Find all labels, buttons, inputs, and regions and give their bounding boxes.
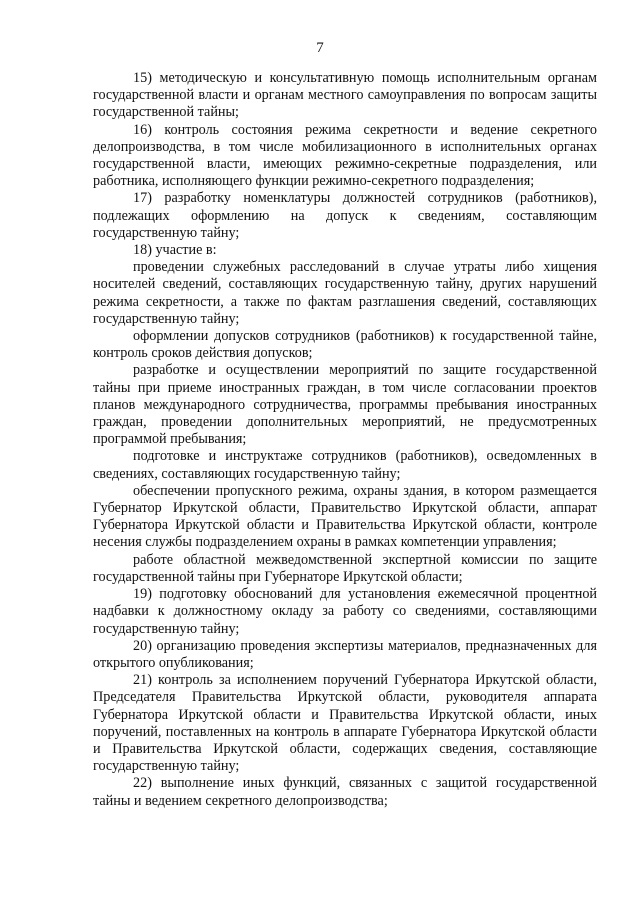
paragraph-21: 21) контроль за исполнением поручений Губернатора Иркутской области, Председателя Правительства Иркутской области, руководителя аппарата Губернатора Иркутской области и Правительства Иркутской области, иных поручений, поставленных на контроль в аппарате Губернатора Иркутской области и Правительства Иркутской области, содержащих сведения, составляющие государственную тайну;: [93, 672, 597, 775]
paragraph-18-expert-commission: работе областной межведомственной экспертной комиссии по защите государственной тайны при Губернаторе Иркутской области;: [93, 551, 597, 585]
paragraph-16: 16) контроль состояния режима секретности и ведение секретного делопроизводства, в том числе мобилизационного в исполнительных органах государственной власти, имеющих режимно-секретные подразделения, или работника, исполняющего функции режимно-секретного подразделения;: [93, 121, 597, 190]
paragraph-18-heading: 18) участие в:: [133, 242, 217, 259]
paragraph-15: 15) методическую и консультативную помощь исполнительным органам государственной власти и органам местного самоуправления по вопросам защиты государственной тайны;: [93, 70, 597, 121]
paragraph-19: 19) подготовку обоснований для установления ежемесячной процентной надбавки к должностному окладу за работу со сведениями, составляющими государственную тайну;: [93, 586, 597, 637]
paragraph-18-investigations: проведении служебных расследований в случае утраты либо хищения носителей сведений, составляющих государственную тайну, других нарушений режима секретности, а также по фактам разглашения сведений, составляющих государственную тайну;: [93, 259, 597, 327]
paragraph-20: 20) организацию проведения экспертизы материалов, предназначенных для открытого опубликования;: [93, 637, 597, 671]
paragraph-17: 17) разработку номенклатуры должностей сотрудников (работников), подлежащих оформлению на допуск к сведениям, составляющим государственную тайну;: [93, 190, 597, 241]
paragraph-18-foreign-citizens: разработке и осуществлении мероприятий по защите государственной тайны при приеме иностранных граждан, в том числе согласовании проектов планов международного сотрудничества, программы пребывания иностранных граждан, проведении дополнительных мероприятий, не предусмотренных программой пребывания;: [93, 362, 597, 448]
paragraph-18-clearances: оформлении допусков сотрудников (работников) к государственной тайне, контроль сроков действия допусков;: [93, 328, 597, 362]
paragraph-18-training: подготовке и инструктаже сотрудников (работников), осведомленных в сведениях, составляющих государственную тайну;: [93, 448, 597, 482]
document-body: [93, 70, 597, 810]
paragraph-18-access-control: обеспечении пропускного режима, охраны здания, в котором размещается Губернатор Иркутской области, Правительство Иркутской области, аппарат Губернатора Иркутской области и Правительства Иркутской области, контроле несения службы подразделением охраны в рамках компетенции управления;: [93, 482, 597, 551]
paragraph-22: 22) выполнение иных функций, связанных с защитой государственной тайны и ведением секретного делопроизводства;: [93, 775, 597, 809]
page-number: 7: [316, 40, 324, 56]
